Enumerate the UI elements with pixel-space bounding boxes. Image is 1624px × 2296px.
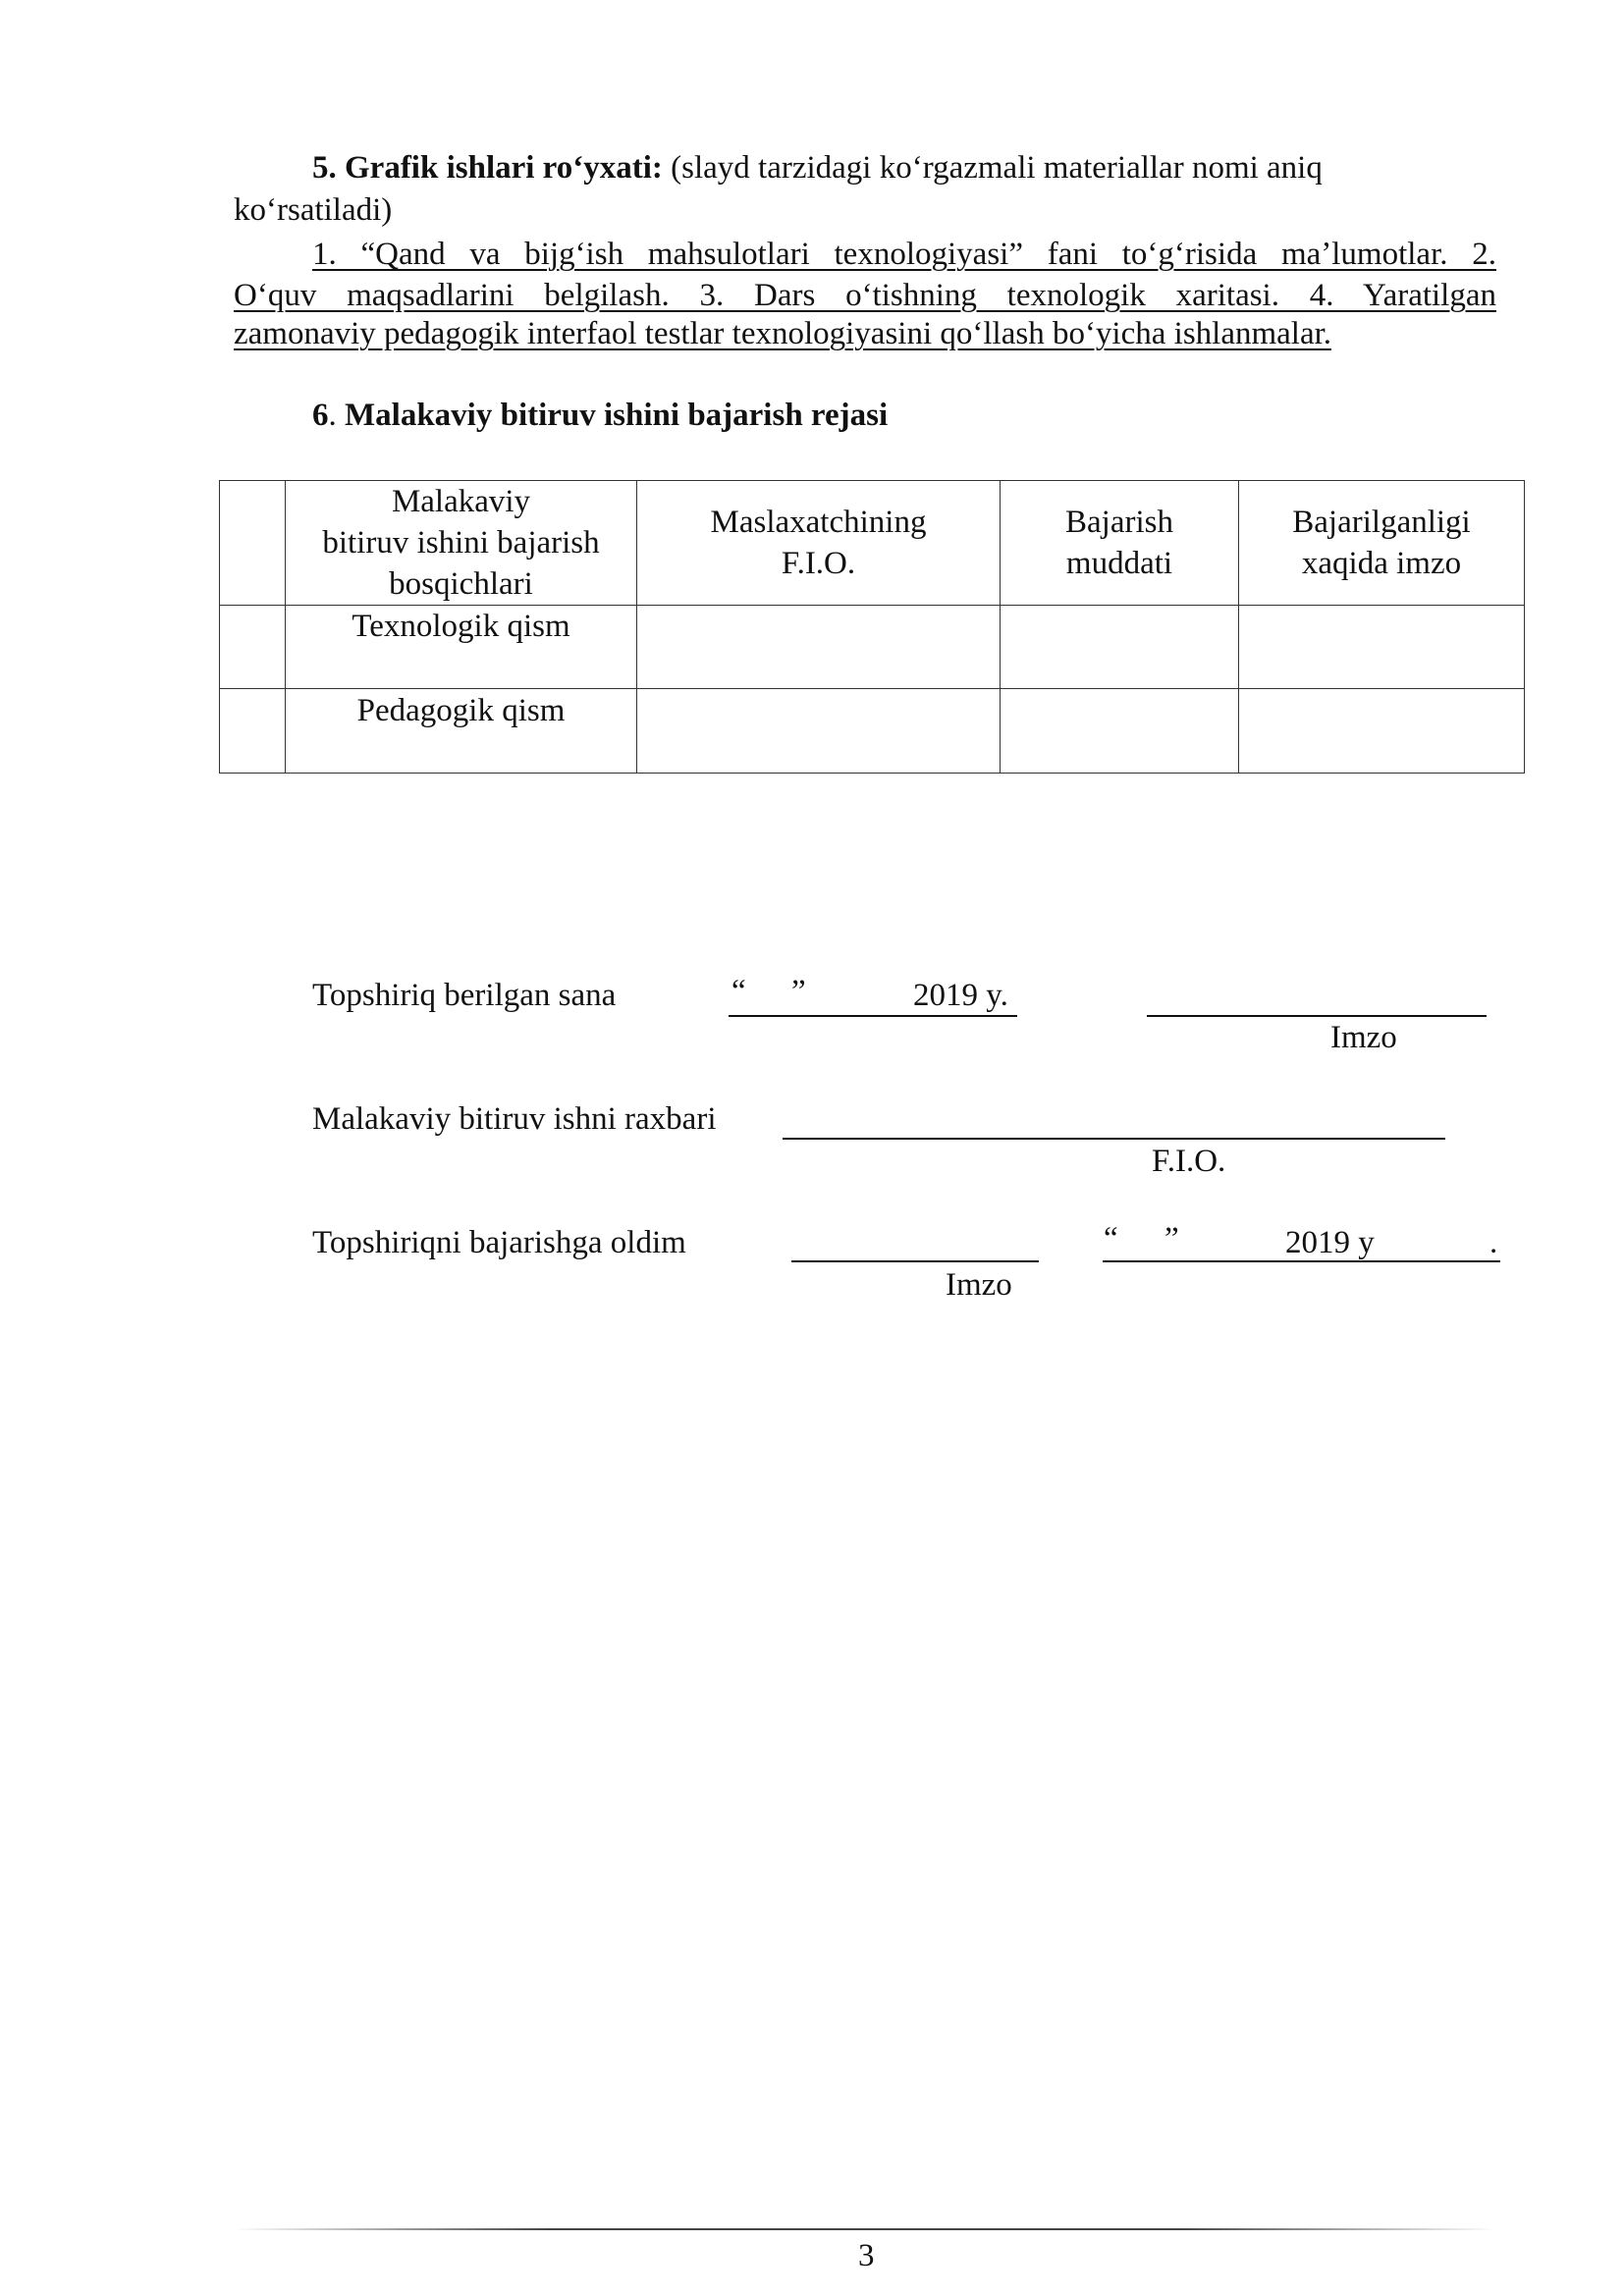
- table-cell-deadline: [1001, 606, 1239, 689]
- section6-heading: 6. Malakaviy bitiruv ishini bajarish rejasi: [312, 398, 889, 433]
- page-number: 3: [858, 2238, 875, 2273]
- table-header-index: [220, 481, 286, 606]
- table-cell-stage: Pedagogik qism: [286, 689, 637, 774]
- header-line: Malakaviy: [391, 484, 531, 519]
- header-line: muddati: [1065, 546, 1173, 581]
- accepted-label: Topshiriqni bajarishga oldim: [312, 1225, 686, 1260]
- table-cell-stage: Texnologik qism: [286, 606, 637, 689]
- section5-subtitle: (slayd tarzidagi koʻrgazmali materiallar nomi aniq: [662, 150, 1323, 186]
- accepted-close-quote: ”: [1164, 1221, 1179, 1256]
- supervisor-line: [783, 1138, 1445, 1140]
- table-cell-signature: [1239, 606, 1525, 689]
- imzo-caption-2: Imzo: [946, 1267, 1012, 1303]
- table-header-signature: [1239, 481, 1525, 606]
- table-row: [220, 606, 1525, 689]
- header-line: Bajarish: [1065, 505, 1173, 540]
- given-signature-line: [1147, 1015, 1487, 1017]
- given-date-open-quote: “: [731, 974, 746, 1009]
- table-cell-signature: [1239, 689, 1525, 774]
- section5-title: 5. Grafik ishlari roʻyxati:: [312, 150, 663, 186]
- supervisor-label: Malakaviy bitiruv ishni raxbari: [312, 1101, 717, 1137]
- table-header-deadline: [1001, 481, 1239, 606]
- table-header-row: [220, 481, 1525, 606]
- section5-list-line2: Oʻquv maqsadlarini belgilash. 3. Dars oʻtishning texnologik xaritasi. 4. Yaratilgan: [234, 278, 1496, 313]
- given-date-label: Topshiriq berilgan sana: [312, 978, 617, 1013]
- table-cell-advisor: [637, 606, 1001, 689]
- section5-subtitle-cont: koʻrsatiladi): [234, 192, 393, 228]
- footer-rule: [234, 2228, 1496, 2230]
- accepted-date-year: 2019 y: [1285, 1225, 1375, 1260]
- section5-heading: [312, 150, 1323, 187]
- table-header-stages: [286, 481, 637, 606]
- table-cell-index: [220, 606, 286, 689]
- given-date-line: [729, 1015, 1017, 1017]
- accepted-signature-line: [791, 1260, 1039, 1262]
- plan-table: [219, 480, 1525, 774]
- table-cell-index: [220, 689, 286, 774]
- section6-title: Malakaviy bitiruv ishini bajarish rejasi: [336, 398, 889, 433]
- accepted-date-end: .: [1489, 1225, 1498, 1260]
- imzo-caption-1: Imzo: [1330, 1020, 1397, 1055]
- header-line: Maslaxatchining: [710, 505, 927, 540]
- header-line: bosqichlari: [389, 566, 533, 602]
- fio-caption: F.I.O.: [1152, 1144, 1226, 1179]
- table-cell-deadline: [1001, 689, 1239, 774]
- header-line: F.I.O.: [781, 546, 856, 581]
- table-header-advisor: [637, 481, 1001, 606]
- header-line: xaqida imzo: [1301, 546, 1462, 581]
- section6-number: 6: [312, 398, 329, 433]
- header-line: bitiruv ishini bajarish: [322, 525, 600, 561]
- given-date-close-quote: ”: [791, 974, 806, 1009]
- accepted-open-quote: “: [1104, 1221, 1118, 1256]
- table-cell-advisor: [637, 689, 1001, 774]
- section5-list-line3: zamonaviy pedagogik interfaol testlar texnologiyasini qoʻllash boʻyicha ishlanmalar.: [234, 316, 1332, 351]
- table-row: [220, 689, 1525, 774]
- given-date-year: 2019 y.: [913, 978, 1008, 1013]
- header-line: Bajarilganligi: [1292, 505, 1471, 540]
- section5-list-line1: 1. “Qand va bijgʻish mahsulotlari texnologiyasi” fani toʻgʻrisida maʼlumotlar. 2.: [312, 237, 1496, 272]
